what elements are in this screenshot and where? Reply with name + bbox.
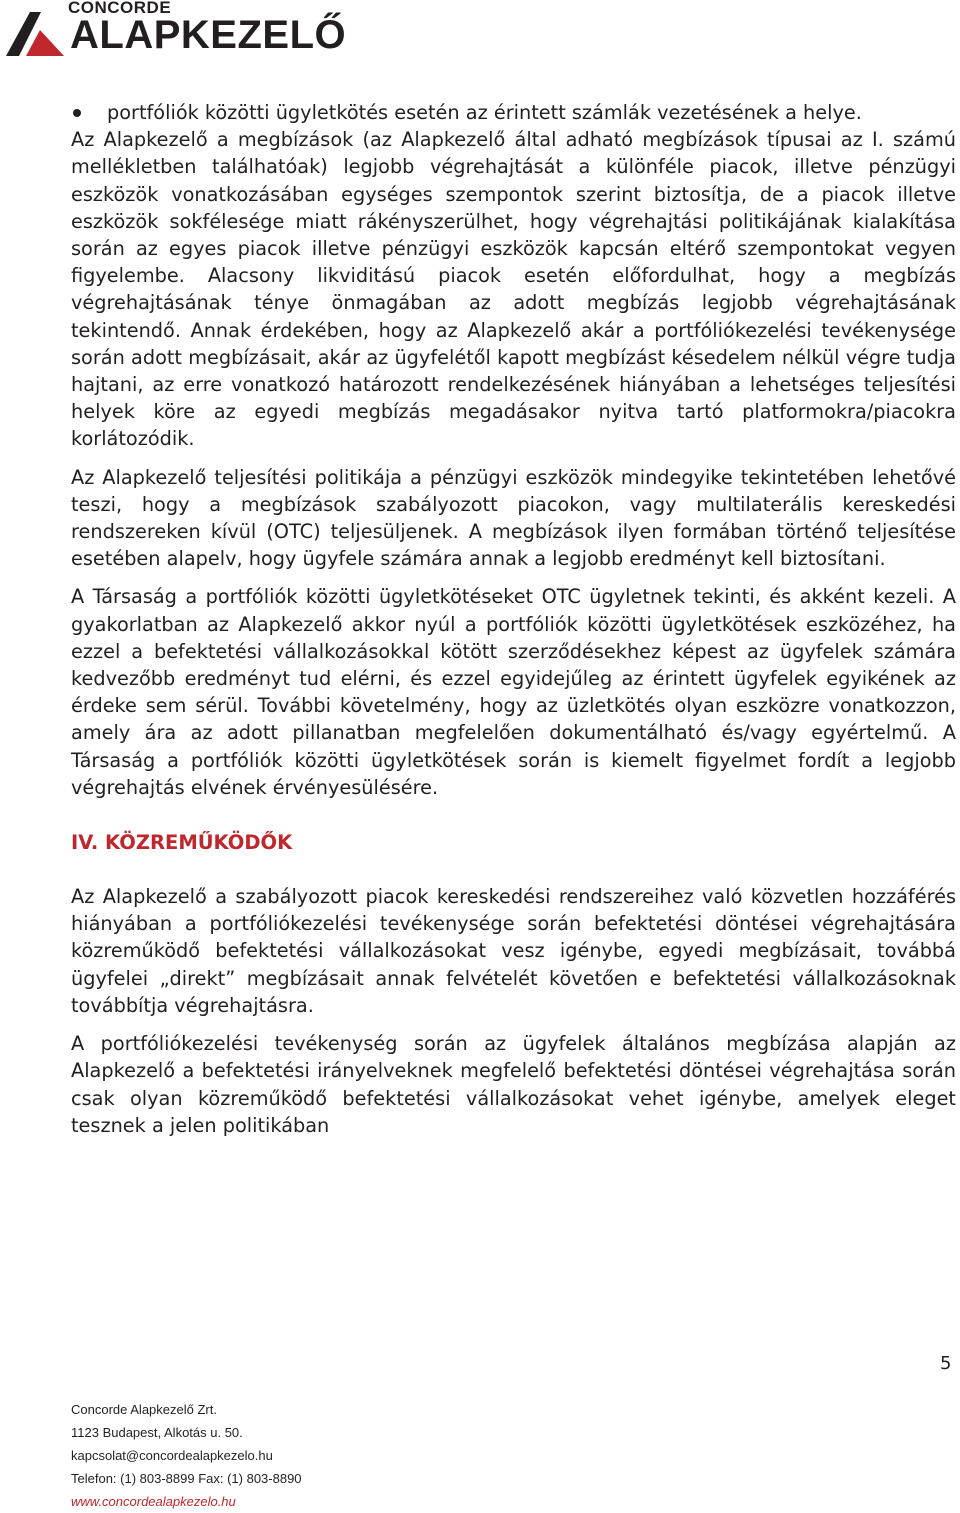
section-heading: IV. KÖZREMŰKÖDŐK — [71, 831, 293, 855]
logo-mark-icon — [6, 10, 66, 58]
company-logo — [6, 0, 406, 62]
paragraph-cross-portfolio-trades: A Társaság a portfóliók közötti ügyletkötéseket OTC ügyletnek tekinti, és akként kezeli. A gyakorlatban az Alapkezelő akkor nyúl a portfóliók közötti ügyletkötések eszközéhez, ha ezzel a befektetési vállalkozásokkal kötött szerződésekhez képest az ügyfelek számára kedvezőbb eredményt tud elérni, és ezzel egyidejűleg az érintett ügyfelek egyikének az érdeke sem sérül. További követelmény, hogy az üzletkötés olyan eszközre vonatkozzon, amely ára az adott pillanatban megfelelően dokumentálható és/vagy egyértelmű. A Társaság a portfóliók közötti ügyletkötések során is kiemelt figyelmet fordít a legjobb végrehajtás elvének érvényesülésére. — [71, 585, 956, 799]
bullet-list — [71, 99, 956, 126]
footer-phone: Telefon: (1) 803-8899 Fax: (1) 803-8890 — [71, 1471, 302, 1486]
bullet-text: portfóliók közötti ügyletkötés esetén az érintett számlák vezetésének a helye. — [107, 101, 862, 124]
footer-website-link[interactable]: www.concordealapkezelo.hu — [71, 1494, 236, 1509]
footer-company: Concorde Alapkezelő Zrt. — [71, 1402, 217, 1417]
paragraph-portfolio-management: A portfóliókezelési tevékenység során az ügyfelek általános megbízása alapján az Alapkezelő a befektetési irányelveknek megfelelő befektetési döntései végrehajtása során csak olyan közreműködő befektetési vállalkozásokat vehet igénybe, amelyek eleget tesznek a jelen politikában — [71, 1032, 956, 1137]
page-number: 5 — [940, 1353, 952, 1374]
paragraph-execution-policy: Az Alapkezelő a megbízások (az Alapkezelő által adható megbízások típusai az I. számú mellékletben találhatóak) legjobb végrehajtását a különféle piacok, illetve pénzügyi eszközök vonatkozásában egységes szempontok szerint biztosítja, de a piacok illetve eszközök sokfélesége miatt rákényszerülhet, hogy végrehajtási politikájának kialakítása során az egyes piacok illetve pénzügyi eszközök kapcsán eltérő szempontokat vegyen figyelembe. Alacsony likviditású piacok esetén előfordulhat, hogy a megbízás végrehajtásának ténye önmagában az adott megbízás legjobb végrehajtásának tekintendő. Annak érdekében, hogy az Alapkezelő akár a portfóliókezelési tevékenysége során adott megbízásait, akár az ügyfelétől kapott megbízást késedelem nélkül végre tudja hajtani, az erre vonatkozó határozott rendelkezésének hiányában a lehetséges teljesítési helyek köre az egyedi megbízás megadásakor nyitva tartó platformokra/piacokra korlátozódik. — [71, 128, 956, 451]
footer-address: 1123 Budapest, Alkotás u. 50. — [71, 1425, 243, 1440]
logo-main-text: ALAPKEZELŐ — [70, 13, 347, 57]
bullet-dot-icon — [73, 109, 81, 117]
logo-top-text: CONCORDE — [68, 0, 172, 17]
footer-email-link[interactable]: kapcsolat@concordealapkezelo.hu — [71, 1448, 273, 1463]
bullet-item — [71, 99, 956, 126]
footer — [71, 1398, 302, 1513]
paragraph-otc-execution: Az Alapkezelő teljesítési politikája a pénzügyi eszközök mindegyike tekintetében lehetővé teszi, hogy a megbízások szabályozott piacokon, vagy multilaterális kereskedési rendszereken kívül (OTC) teljesüljenek. A megbízások ilyen formában történő teljesítése esetében alapelv, hogy ügyfele számára annak a legjobb eredményt kell biztosítani. — [71, 465, 956, 571]
document-body — [71, 99, 956, 1139]
paragraph-intermediaries: Az Alapkezelő a szabályozott piacok kereskedési rendszereihez való közvetlen hozzáférés hiányában a portfóliókezelési tevékenysége során befektetési döntései végrehajtására közreműködő befektetési vállalkozásokat vesz igénybe, egyedi megbízásait, továbbá ügyfelei „direkt” megbízásait annak felvételét követően e befektetési vállalkozásoknak továbbítja végrehajtásra. — [71, 885, 956, 1017]
